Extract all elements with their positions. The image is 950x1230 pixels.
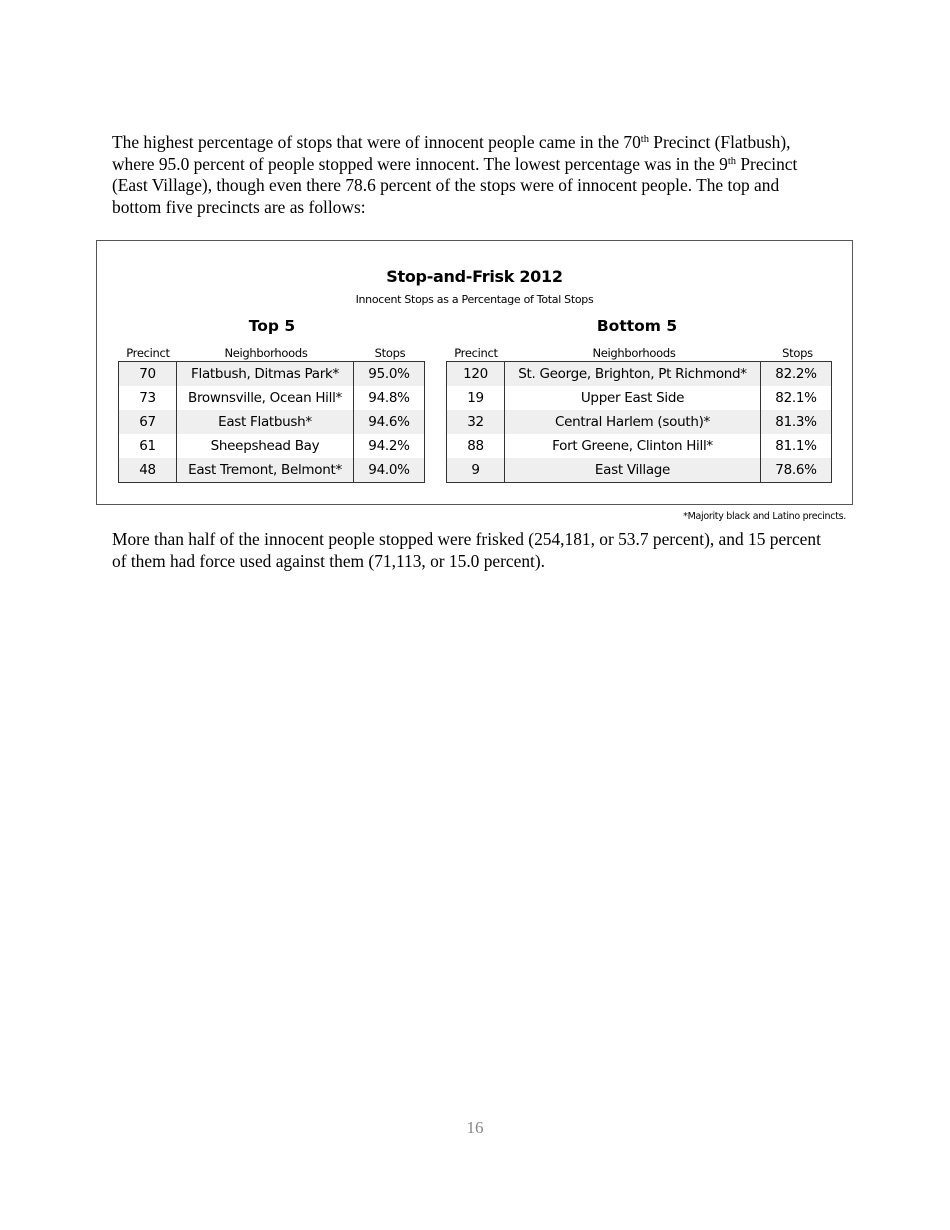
precinct-cell: 19 — [447, 386, 505, 410]
neighborhood-cell: Flatbush, Ditmas Park* — [177, 362, 354, 387]
intro-paragraph — [112, 132, 832, 218]
intro-text-1: The highest percentage of stops that were of innocent people came in the 70 — [112, 132, 641, 152]
stops-cell: 94.8% — [354, 386, 425, 410]
stops-cell: 94.2% — [354, 434, 425, 458]
figure-title: Stop-and-Frisk 2012 — [386, 267, 563, 286]
intro-text-3: Precinct (East Village), though even there 78.6 percent of the stops were of innocent people. The top and bottom five precincts are as follows: — [112, 153, 798, 217]
intro-text-2: Precinct (Flatbush), where 95.0 percent of people stopped were innocent. The lowest percentage was in the 9 — [112, 132, 791, 174]
table-row — [119, 458, 425, 483]
stops-cell: 81.3% — [761, 410, 832, 434]
ordinal-suffix: th — [727, 155, 737, 167]
precinct-cell: 48 — [119, 458, 177, 483]
figure-footnote: *Majority black and Latino precincts. — [683, 511, 846, 522]
precinct-cell: 61 — [119, 434, 177, 458]
neighborhood-cell: Fort Greene, Clinton Hill* — [505, 434, 761, 458]
precinct-cell: 88 — [447, 434, 505, 458]
neighborhood-cell: East Tremont, Belmont* — [177, 458, 354, 483]
page-number: 16 — [466, 1118, 484, 1137]
neighborhood-cell: Central Harlem (south)* — [505, 410, 761, 434]
top5-title: Top 5 — [248, 317, 296, 335]
precinct-cell: 73 — [119, 386, 177, 410]
bottom5-header-precinct: Precinct — [454, 346, 498, 360]
bottom5-table — [446, 361, 832, 483]
precinct-cell: 120 — [447, 362, 505, 387]
precinct-cell: 67 — [119, 410, 177, 434]
neighborhood-cell: Brownsville, Ocean Hill* — [177, 386, 354, 410]
neighborhood-cell: St. George, Brighton, Pt Richmond* — [505, 362, 761, 387]
neighborhood-cell: East Village — [505, 458, 761, 483]
table-row — [447, 386, 832, 410]
followup-paragraph: More than half of the innocent people stopped were frisked (254,181, or 53.7 percent), and 15 percent of them had force used against them (71,113, or 15.0 percent). — [112, 529, 821, 571]
bottom5-title: Bottom 5 — [596, 317, 678, 335]
precinct-cell: 70 — [119, 362, 177, 387]
table-row — [119, 410, 425, 434]
stops-cell: 95.0% — [354, 362, 425, 387]
neighborhood-cell: East Flatbush* — [177, 410, 354, 434]
stops-cell: 82.2% — [761, 362, 832, 387]
figure-subtitle: Innocent Stops as a Percentage of Total Stops — [355, 293, 594, 306]
top5-header-precinct: Precinct — [126, 346, 170, 360]
ordinal-suffix: th — [640, 134, 649, 145]
table-row — [447, 410, 832, 434]
stops-cell: 82.1% — [761, 386, 832, 410]
precinct-cell: 32 — [447, 410, 505, 434]
bottom5-header-neighborhoods: Neighborhoods — [592, 346, 676, 360]
bottom5-header-stops: Stops — [782, 346, 813, 360]
stops-cell: 81.1% — [761, 434, 832, 458]
stops-cell: 78.6% — [761, 458, 832, 483]
neighborhood-cell: Upper East Side — [505, 386, 761, 410]
stops-cell: 94.6% — [354, 410, 425, 434]
neighborhood-cell: Sheepshead Bay — [177, 434, 354, 458]
top5-header-neighborhoods: Neighborhoods — [224, 346, 308, 360]
stops-cell: 94.0% — [354, 458, 425, 483]
table-row — [119, 386, 425, 410]
stop-and-frisk-figure — [96, 240, 853, 505]
table-row — [447, 434, 832, 458]
table-row — [119, 434, 425, 458]
table-row — [447, 458, 832, 483]
top5-table — [118, 361, 425, 483]
top5-header-stops: Stops — [374, 346, 406, 360]
table-row — [447, 362, 832, 387]
table-row — [119, 362, 425, 387]
precinct-cell: 9 — [447, 458, 505, 483]
